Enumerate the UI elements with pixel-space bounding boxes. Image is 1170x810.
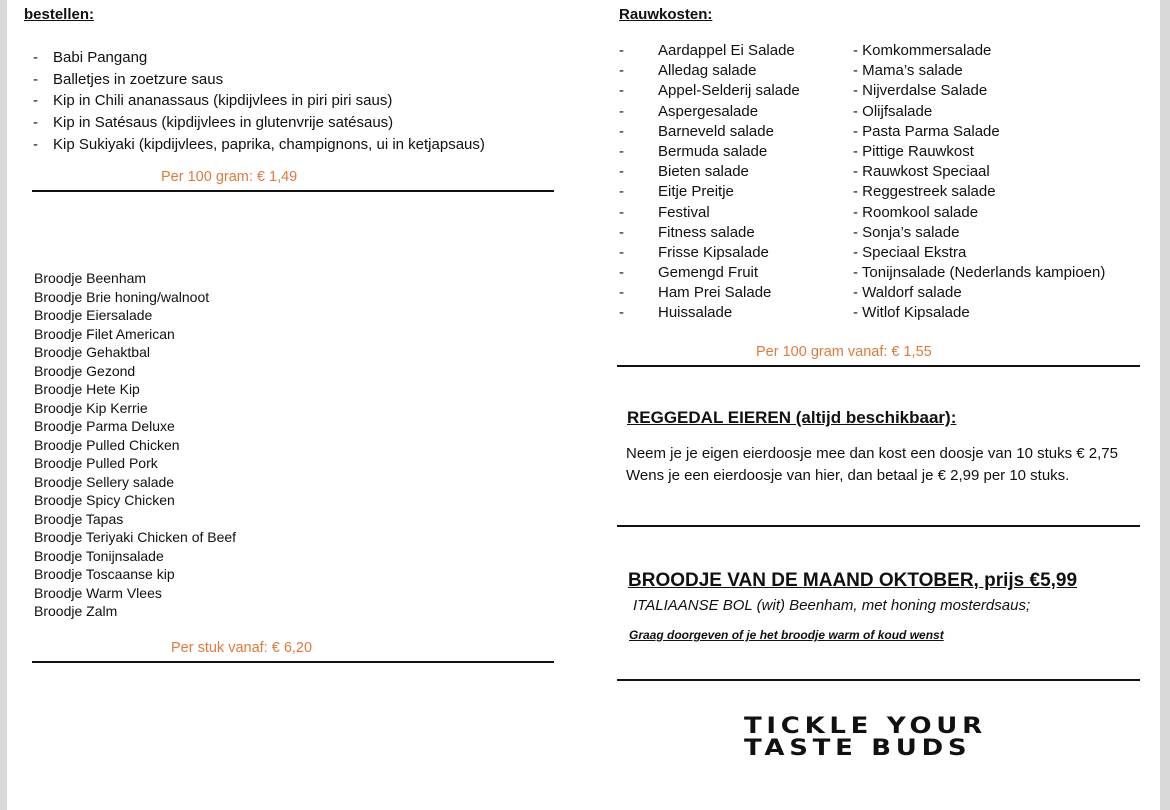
rauw-item: - Rauwkost Speciaal — [853, 163, 990, 181]
rauw-list-b — [853, 41, 1105, 324]
curry-item — [7, 134, 547, 156]
broodje-item: Broodje Beenham — [34, 270, 147, 286]
rauw-item: Aardappel Ei Salade — [658, 42, 795, 59]
broodje-item: Broodje Brie honing/walnoot — [34, 288, 210, 305]
rauw-item: Frisse Kipsalade — [658, 243, 769, 261]
rauw-item: - Tonijnsalade (Nederlands kampioen) — [853, 264, 1106, 282]
list-dash: - — [619, 264, 624, 282]
list-dash: - — [619, 82, 624, 100]
rauw-item: - Nijverdalse Salade — [853, 82, 988, 100]
list-dash: - — [619, 203, 624, 221]
broodje-item: Broodje Filet American — [34, 325, 175, 342]
broodje-item: Broodje Toscaanse kip — [34, 566, 175, 582]
list-dash: - — [33, 92, 38, 110]
list-dash: - — [619, 122, 624, 140]
eggs-title: REGGEDAL EIEREN (altijd beschikbaar): — [627, 408, 957, 427]
menu-page — [7, 0, 1160, 810]
curry-item-label: Kip Sukiyaki (kipdijvlees, paprika, champignons, ui in ketjapsaus) — [53, 135, 485, 153]
rauw-item: Ham Prei Salade — [658, 284, 772, 302]
divider — [617, 679, 1140, 681]
curry-price: Per 100 gram: € 1,49 — [161, 169, 298, 185]
rauw-item: Alledag salade — [658, 62, 757, 80]
list-dash: - — [33, 135, 38, 153]
broodje-item: Broodje Sellery salade — [34, 473, 175, 490]
divider — [617, 525, 1140, 527]
rauw-item: - Mama’s salade — [853, 62, 963, 80]
month-title: BROODJE VAN DE MAAND OKTOBER, prijs €5,99 — [628, 570, 1078, 591]
rauw-item: Fitness salade — [658, 223, 755, 241]
rauw-item: Barneveld salade — [658, 122, 774, 140]
rauw-bullets — [619, 41, 624, 324]
divider — [617, 365, 1140, 367]
list-dash: - — [619, 284, 624, 302]
rauw-item: - Witlof Kipsalade — [853, 304, 970, 322]
list-dash: - — [33, 49, 38, 66]
curry-item — [7, 90, 547, 112]
curry-list — [7, 47, 547, 156]
list-dash: - — [619, 163, 624, 181]
list-dash: - — [33, 70, 38, 88]
divider — [32, 190, 554, 192]
list-dash: - — [619, 62, 624, 80]
rauw-item: Gemengd Fruit — [658, 264, 759, 282]
divider — [32, 661, 554, 663]
broodje-item: Broodje Pulled Pork — [34, 455, 158, 471]
rauw-price: Per 100 gram vanaf: € 1,55 — [756, 344, 932, 360]
rauw-item: - Speciaal Ekstra — [853, 243, 967, 261]
list-dash: - — [619, 304, 624, 322]
list-dash: - — [619, 42, 624, 59]
eggs-line-1: Neem je je eigen eierdoosje mee dan kost een doosje van 10 stuks € 2,75 — [626, 445, 1118, 462]
rauw-item: Huissalade — [658, 304, 733, 322]
rauw-item: - Olijfsalade — [853, 102, 933, 120]
curry-item-label: Babi Pangang — [53, 49, 148, 66]
rauw-list-a — [658, 41, 800, 324]
curry-item-label: Kip in Satésaus (kipdijvlees in glutenvrije satésaus) — [53, 114, 394, 132]
list-dash: - — [619, 223, 624, 241]
rauw-item: Bieten salade — [658, 163, 749, 181]
rauw-item: Eitje Preitje — [658, 183, 734, 201]
broodje-item: Broodje Warm Vlees — [34, 584, 162, 601]
rauw-item: - Sonja’s salade — [853, 223, 960, 241]
broodjes-list — [34, 269, 236, 621]
broodje-item: Broodje Gezond — [34, 362, 136, 379]
tagline-line-2: TASTE BUDS — [744, 736, 972, 761]
list-dash: - — [619, 243, 624, 261]
broodje-item: Broodje Hete Kip — [34, 381, 140, 397]
broodje-item: Broodje Spicy Chicken — [34, 492, 175, 508]
month-note: Graag doorgeven of je het broodje warm of koud wenst — [629, 628, 944, 642]
broodje-item: Broodje Tapas — [34, 510, 124, 527]
rauw-item: Bermuda salade — [658, 142, 768, 160]
curry-item-label: Balletjes in zoetzure saus — [53, 70, 224, 88]
broodje-item: Broodje Kip Kerrie — [34, 399, 148, 416]
list-dash: - — [33, 114, 38, 132]
broodje-item: Broodje Eiersalade — [34, 307, 153, 323]
eggs-line-2: Wens je een eierdoosje van hier, dan betaal je € 2,99 per 10 stuks. — [626, 467, 1070, 484]
month-desc: ITALIAANSE BOL (wit) Beenham, met honing mosterdsaus; — [633, 597, 1031, 614]
broodje-item: Broodje Gehaktbal — [34, 344, 150, 360]
rauw-item: - Roomkool salade — [853, 203, 979, 221]
rauw-item: - Waldorf salade — [853, 284, 962, 302]
curry-item — [7, 69, 547, 91]
broodjes-price: Per stuk vanaf: € 6,20 — [171, 640, 313, 656]
broodje-item: Broodje Tonijnsalade — [34, 547, 164, 564]
rauw-item: - Pasta Parma Salade — [853, 122, 1000, 140]
curry-item-label: Kip in Chili ananassaus (kipdijvlees in piri piri saus) — [53, 92, 393, 110]
curry-item — [7, 47, 547, 69]
broodje-item: Broodje Pulled Chicken — [34, 436, 180, 453]
list-dash: - — [619, 183, 624, 201]
broodje-item: Broodje Teriyaki Chicken of Beef — [34, 529, 237, 545]
left-header: bestellen: — [24, 6, 95, 23]
tagline — [744, 716, 987, 760]
right-header: Rauwkosten: — [619, 6, 713, 23]
curry-item — [7, 112, 547, 134]
rauw-item: - Pittige Rauwkost — [853, 142, 974, 160]
rauw-item: - Reggestreek salade — [853, 183, 996, 201]
rauw-item: - Komkommersalade — [853, 42, 992, 59]
rauw-item: Festival — [658, 203, 710, 221]
list-dash: - — [619, 102, 624, 120]
broodje-item: Broodje Parma Deluxe — [34, 418, 175, 434]
list-dash: - — [619, 142, 624, 160]
rauw-item: Aspergesalade — [658, 102, 759, 120]
tagline-line-1: TICKLE YOUR — [744, 714, 987, 739]
broodje-item: Broodje Zalm — [34, 603, 118, 619]
rauw-item: Appel-Selderij salade — [658, 82, 800, 100]
